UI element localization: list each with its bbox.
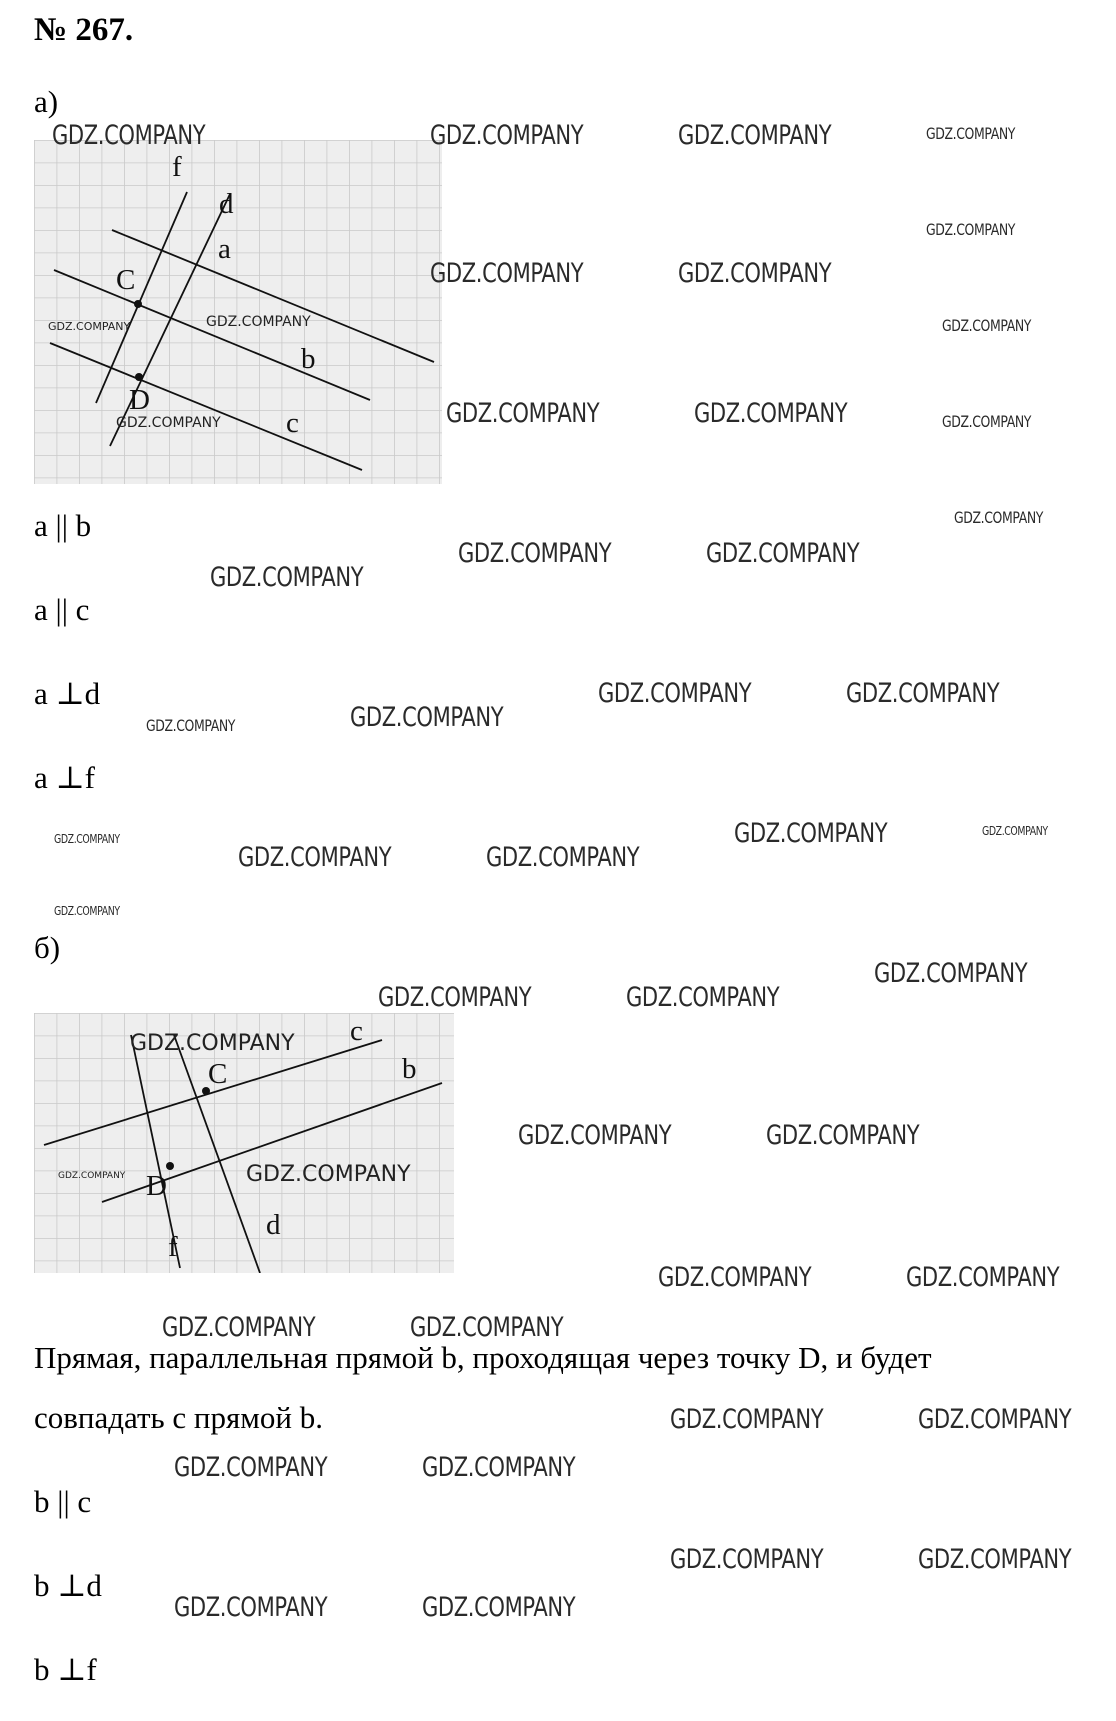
watermark: GDZ.COMPANY <box>378 982 532 1013</box>
watermark: GDZ.COMPANY <box>446 398 600 429</box>
label-d: d <box>266 1209 281 1241</box>
label-f: f <box>172 151 182 183</box>
watermark: GDZ.COMPANY <box>146 716 236 735</box>
part-b-label: б) <box>34 930 61 965</box>
watermark: GDZ.COMPANY <box>734 818 888 849</box>
figure-a-drawing <box>34 140 442 484</box>
label-b: b <box>402 1053 417 1085</box>
relation-b-2: b ⊥d <box>34 1568 102 1603</box>
label-a: a <box>218 233 231 265</box>
point-c <box>134 300 142 308</box>
watermark: GDZ.COMPANY <box>210 562 364 593</box>
watermark: GDZ.COMPANY <box>982 824 1048 838</box>
watermark: GDZ.COMPANY <box>52 120 206 151</box>
watermark: GDZ.COMPANY <box>238 842 392 873</box>
watermark: GDZ.COMPANY <box>116 415 221 431</box>
answer-text-line1: Прямая, параллельная прямой b, проходящая через точку D, и будет <box>34 1340 932 1375</box>
watermark: GDZ.COMPANY <box>926 220 1016 239</box>
watermark: GDZ.COMPANY <box>54 832 120 846</box>
watermark: GDZ.COMPANY <box>130 1031 295 1056</box>
watermark: GDZ.COMPANY <box>206 314 311 330</box>
point-d <box>135 373 143 381</box>
label-c-point: C <box>208 1058 228 1090</box>
watermark: GDZ.COMPANY <box>174 1452 328 1483</box>
point-d <box>166 1162 174 1170</box>
watermark: GDZ.COMPANY <box>846 678 1000 709</box>
watermark: GDZ.COMPANY <box>706 538 860 569</box>
problem-number: № 267. <box>34 12 134 48</box>
watermark: GDZ.COMPANY <box>918 1404 1072 1435</box>
watermark: GDZ.COMPANY <box>918 1544 1072 1575</box>
label-c: c <box>286 407 299 439</box>
watermark: GDZ.COMPANY <box>678 120 832 151</box>
watermark: GDZ.COMPANY <box>874 958 1028 989</box>
relation-a-2: a || c <box>34 592 90 627</box>
watermark: GDZ.COMPANY <box>162 1312 316 1343</box>
label-b: b <box>301 343 316 375</box>
label-c-point: C <box>116 264 136 296</box>
watermark: GDZ.COMPANY <box>458 538 612 569</box>
watermark: GDZ.COMPANY <box>518 1120 672 1151</box>
watermark: GDZ.COMPANY <box>906 1262 1060 1293</box>
watermark: GDZ.COMPANY <box>350 702 504 733</box>
watermark: GDZ.COMPANY <box>942 412 1032 431</box>
relation-b-3: b ⊥f <box>34 1652 97 1687</box>
watermark: GDZ.COMPANY <box>430 120 584 151</box>
figure-a <box>34 140 442 484</box>
watermark: GDZ.COMPANY <box>766 1120 920 1151</box>
watermark: GDZ.COMPANY <box>626 982 780 1013</box>
watermark: GDZ.COMPANY <box>658 1262 812 1293</box>
relation-a-4: a ⊥f <box>34 760 95 795</box>
watermark: GDZ.COMPANY <box>598 678 752 709</box>
watermark: GDZ.COMPANY <box>422 1452 576 1483</box>
relation-a-1: a || b <box>34 508 92 543</box>
relation-b-1: b || c <box>34 1484 92 1519</box>
watermark: GDZ.COMPANY <box>670 1544 824 1575</box>
watermark: GDZ.COMPANY <box>58 1171 126 1181</box>
label-f: f <box>168 1231 178 1263</box>
grid-background <box>34 140 442 484</box>
part-a-label: а) <box>34 84 59 119</box>
answer-text-line2: совпадать с прямой b. <box>34 1400 323 1435</box>
relation-a-3: a ⊥d <box>34 676 101 711</box>
label-c: c <box>350 1015 363 1047</box>
watermark: GDZ.COMPANY <box>486 842 640 873</box>
figure-b <box>34 1013 454 1273</box>
watermark: GDZ.COMPANY <box>174 1592 328 1623</box>
watermark: GDZ.COMPANY <box>410 1312 564 1343</box>
watermark: GDZ.COMPANY <box>694 398 848 429</box>
watermark: GDZ.COMPANY <box>942 316 1032 335</box>
watermark: GDZ.COMPANY <box>926 124 1016 143</box>
watermark: GDZ.COMPANY <box>670 1404 824 1435</box>
watermark: GDZ.COMPANY <box>48 320 131 333</box>
watermark: GDZ.COMPANY <box>954 508 1044 527</box>
watermark: GDZ.COMPANY <box>678 258 832 289</box>
figure-b-drawing <box>34 1013 454 1273</box>
watermark: GDZ.COMPANY <box>246 1162 411 1187</box>
watermark: GDZ.COMPANY <box>54 904 120 918</box>
label-d-point: D <box>146 1170 167 1202</box>
label-d: d <box>219 188 234 220</box>
label-d-point: D <box>129 384 150 416</box>
watermark: GDZ.COMPANY <box>422 1592 576 1623</box>
watermark: GDZ.COMPANY <box>430 258 584 289</box>
